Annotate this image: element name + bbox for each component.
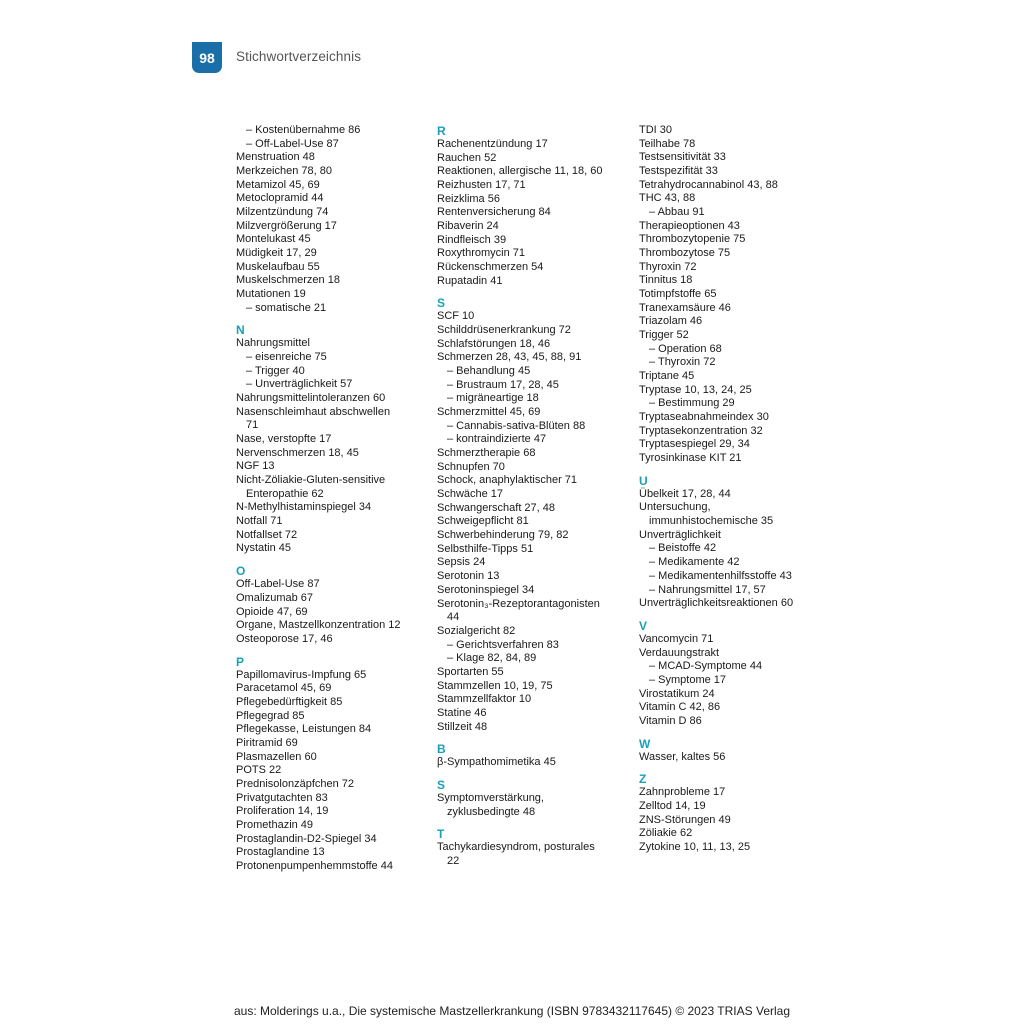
index-entry: Sozialgericht 82 bbox=[437, 624, 516, 637]
index-entry: Tryptasespiegel 29, 34 bbox=[639, 438, 750, 451]
index-entry: Merkzeichen 78, 80 bbox=[236, 165, 332, 178]
index-entry: Serotoninspiegel 34 bbox=[437, 583, 535, 596]
index-entry: Notfall 71 bbox=[236, 515, 283, 528]
index-subentry: – somatische 21 bbox=[246, 301, 327, 314]
index-entry: N-Methylhistaminspiegel 34 bbox=[236, 501, 372, 514]
index-entry: Triazolam 46 bbox=[639, 315, 703, 328]
index-entry: Proliferation 14, 19 bbox=[236, 805, 329, 818]
index-entry: Schlafstörungen 18, 46 bbox=[437, 337, 551, 350]
index-entry: Ribaverin 24 bbox=[437, 220, 499, 233]
index-entry: Stammzellfaktor 10 bbox=[437, 693, 532, 706]
index-entry: Nasenschleimhaut abschwellen bbox=[236, 405, 391, 418]
index-entry: Schnupfen 70 bbox=[437, 460, 505, 473]
index-entry: Thyroxin 72 bbox=[639, 260, 697, 273]
index-subentry: – Cannabis-sativa-Blüten 88 bbox=[447, 419, 586, 432]
index-entry: Omalizumab 67 bbox=[236, 591, 314, 604]
index-subentry: – Bestimmung 29 bbox=[649, 397, 735, 410]
index-entry: Symptomverstärkung, bbox=[437, 791, 544, 804]
index-entry: Nervenschmerzen 18, 45 bbox=[236, 446, 359, 459]
index-entry: Zytokine 10, 11, 13, 25 bbox=[639, 840, 751, 853]
index-letter-heading: W bbox=[639, 736, 651, 751]
index-subentry: – Unverträglichkeit 57 bbox=[246, 378, 353, 391]
index-entry: Serotonin 13 bbox=[437, 570, 500, 583]
index-entry: Selbsthilfe-Tipps 51 bbox=[437, 542, 534, 555]
index-subentry: – kontraindizierte 47 bbox=[447, 433, 547, 446]
index-letter-heading: V bbox=[639, 618, 648, 633]
index-entry: Protonenpumpenhemmstoffe 44 bbox=[236, 859, 393, 872]
index-entry: Unverträglichkeitsreaktionen 60 bbox=[639, 597, 794, 610]
index-entry: ZNS-Störungen 49 bbox=[639, 813, 731, 826]
index-entry: Nase, verstopfte 17 bbox=[236, 433, 332, 446]
index-subentry: – Beistoffe 42 bbox=[649, 542, 717, 555]
index-entry: Thrombozytose 75 bbox=[639, 247, 731, 260]
index-entry: Nahrungsmittel bbox=[236, 337, 310, 350]
index-entry: Nystatin 45 bbox=[236, 542, 292, 555]
index-entry: Prednisolonzäpfchen 72 bbox=[236, 777, 355, 790]
index-entry: Pflegekasse, Leistungen 84 bbox=[236, 723, 372, 736]
index-entry: Nicht-Zöliakie-Gluten-sensitive bbox=[236, 474, 386, 487]
index-entry: Pflegebedürftigkeit 85 bbox=[236, 695, 343, 708]
index-entry: Tyrosinkinase KIT 21 bbox=[639, 452, 742, 465]
index-entry: Montelukast 45 bbox=[236, 233, 311, 246]
index-entry: Paracetamol 45, 69 bbox=[236, 682, 332, 695]
index-entry-continuation: 22 bbox=[447, 854, 460, 867]
index-entry: Notfallset 72 bbox=[236, 528, 298, 541]
index-entry: Verdauungstrakt bbox=[639, 646, 720, 659]
index-entry: Rupatadin 41 bbox=[437, 274, 503, 287]
index-entry: Piritramid 69 bbox=[236, 736, 298, 749]
index-entry: Prostaglandine 13 bbox=[236, 846, 325, 859]
index-entry: Vitamin C 42, 86 bbox=[639, 701, 721, 714]
index-subentry: – Thyroxin 72 bbox=[649, 356, 716, 369]
index-entry: Testspezifität 33 bbox=[639, 165, 718, 178]
index-subentry: – Symptome 17 bbox=[649, 673, 727, 686]
index-entry: Teilhabe 78 bbox=[639, 137, 696, 150]
index-subentry: – Brustraum 17, 28, 45 bbox=[447, 378, 559, 391]
index-entry: Zelltod 14, 19 bbox=[639, 799, 706, 812]
index-entry: Tachykardiesyndrom, posturales bbox=[437, 841, 595, 854]
index-entry: Muskelschmerzen 18 bbox=[236, 274, 340, 287]
index-entry: β-Sympathomimetika 45 bbox=[437, 756, 556, 769]
index-entry: Schwerbehinderung 79, 82 bbox=[437, 529, 569, 542]
index-subentry: – Medikamente 42 bbox=[649, 556, 740, 569]
index-entry-continuation: immunhistochemische 35 bbox=[649, 515, 774, 528]
index-entry: Plasmazellen 60 bbox=[236, 750, 317, 763]
index-entry: Pflegegrad 85 bbox=[236, 709, 305, 722]
index-entry: Rindfleisch 39 bbox=[437, 233, 507, 246]
index-entry: Tinnitus 18 bbox=[639, 274, 693, 287]
index-entry: Tetrahydrocannabinol 43, 88 bbox=[639, 178, 778, 191]
index-subentry: – migräneartige 18 bbox=[447, 392, 539, 405]
index-entry: Schwangerschaft 27, 48 bbox=[437, 501, 556, 514]
index-subentry: – Klage 82, 84, 89 bbox=[447, 652, 537, 665]
index-entry: Triptane 45 bbox=[639, 370, 695, 383]
index-entry: Totimpfstoffe 65 bbox=[639, 288, 717, 301]
index-entry: Roxythromycin 71 bbox=[437, 247, 526, 260]
index-entry: Metoclopramid 44 bbox=[236, 192, 324, 205]
index-entry: Organe, Mastzellkonzentration 12 bbox=[236, 619, 401, 632]
index-subentry: – Behandlung 45 bbox=[447, 365, 531, 378]
index-subentry: – Trigger 40 bbox=[246, 364, 305, 377]
index-letter-heading: B bbox=[437, 742, 446, 757]
index-entry: SCF 10 bbox=[437, 310, 475, 323]
running-header-title: Stichwortverzeichnis bbox=[236, 49, 362, 64]
index-letter-heading: S bbox=[437, 296, 446, 311]
index-entry: Milzentzündung 74 bbox=[236, 206, 329, 219]
index-subentry: – Operation 68 bbox=[649, 342, 722, 355]
index-entry: Unverträglichkeit bbox=[639, 528, 721, 541]
index-entry: Therapieoptionen 43 bbox=[639, 219, 740, 232]
index-entry: TDI 30 bbox=[639, 124, 673, 136]
index-entry: Serotonin₃-Rezeptorantagonisten bbox=[437, 597, 600, 610]
index-entry: NGF 13 bbox=[236, 460, 275, 473]
index-entry-continuation: zyklusbedingte 48 bbox=[447, 805, 536, 818]
index-entry: Untersuchung, bbox=[639, 501, 711, 514]
index-entry: Statine 46 bbox=[437, 706, 487, 719]
index-entry: Osteoporose 17, 46 bbox=[236, 632, 333, 645]
index-subentry: – MCAD-Symptome 44 bbox=[649, 660, 763, 673]
index-entry: Stammzellen 10, 19, 75 bbox=[437, 679, 553, 692]
index-entry: Off-Label-Use 87 bbox=[236, 578, 320, 591]
index-entry: Vitamin D 86 bbox=[639, 714, 702, 727]
index-subentry: – Medikamentenhilfsstoffe 43 bbox=[649, 569, 792, 582]
index-entry: Zahnprobleme 17 bbox=[639, 786, 726, 799]
index-entry-continuation: Enteropathie 62 bbox=[246, 487, 324, 500]
index-entry: Milzvergrößerung 17 bbox=[236, 219, 337, 232]
index-letter-heading: N bbox=[236, 323, 245, 338]
index-entry: Mutationen 19 bbox=[236, 288, 306, 301]
index-entry: Schock, anaphylaktischer 71 bbox=[437, 474, 578, 487]
index-subentry: – Kostenübernahme 86 bbox=[246, 124, 361, 136]
index-subentry: – eisenreiche 75 bbox=[246, 351, 327, 364]
index-entry: Tryptaseabnahmeindex 30 bbox=[639, 411, 769, 424]
index-entry: Prostaglandin-D2-Spiegel 34 bbox=[236, 832, 377, 845]
index-entry: Schilddrüsenerkrankung 72 bbox=[437, 324, 571, 337]
index-entry: Müdigkeit 17, 29 bbox=[236, 247, 317, 260]
index-entry: Menstruation 48 bbox=[236, 151, 315, 164]
page-number-badge: 98 bbox=[192, 42, 222, 73]
index-entry: Schwäche 17 bbox=[437, 488, 504, 501]
index-column-1 bbox=[236, 124, 421, 874]
index-column-2 bbox=[437, 124, 622, 869]
index-letter-heading: U bbox=[639, 473, 648, 488]
index-entry: Rachenentzündung 17 bbox=[437, 138, 548, 150]
index-entry: Rentenversicherung 84 bbox=[437, 206, 551, 219]
index-entry: Wasser, kaltes 56 bbox=[639, 750, 726, 763]
index-entry: Schmerzmittel 45, 69 bbox=[437, 406, 541, 419]
index-entry: Rauchen 52 bbox=[437, 151, 497, 164]
index-entry: Tranexamsäure 46 bbox=[639, 301, 731, 314]
index-entry: Papillomavirus-Impfung 65 bbox=[236, 668, 367, 681]
index-entry: Nahrungsmittelintoleranzen 60 bbox=[236, 392, 386, 405]
index-letter-heading: S bbox=[437, 777, 446, 792]
index-letter-heading: O bbox=[236, 564, 246, 579]
index-entry: Reaktionen, allergische 11, 18, 60 bbox=[437, 165, 603, 178]
index-letter-heading: P bbox=[236, 654, 245, 669]
index-subentry: – Abbau 91 bbox=[649, 206, 705, 219]
index-entry: Schweigepflicht 81 bbox=[437, 515, 529, 528]
index-entry: Reizklima 56 bbox=[437, 192, 500, 205]
index-entry: Muskelaufbau 55 bbox=[236, 260, 320, 273]
index-entry: Zöliakie 62 bbox=[639, 827, 693, 840]
index-entry: Rückenschmerzen 54 bbox=[437, 261, 544, 274]
index-entry: Tryptasekonzentration 32 bbox=[639, 424, 763, 437]
index-entry: Privatgutachten 83 bbox=[236, 791, 328, 804]
index-entry: Reizhusten 17, 71 bbox=[437, 179, 526, 192]
index-entry: Virostatikum 24 bbox=[639, 687, 715, 700]
index-entry: Tryptase 10, 13, 24, 25 bbox=[639, 383, 752, 396]
index-entry-continuation: 71 bbox=[246, 419, 259, 432]
index-entry: THC 43, 88 bbox=[639, 192, 696, 205]
index-entry: Sportarten 55 bbox=[437, 665, 504, 678]
index-subentry: – Gerichtsverfahren 83 bbox=[447, 638, 559, 651]
index-letter-heading: R bbox=[437, 124, 446, 138]
index-entry: Stillzeit 48 bbox=[437, 720, 488, 733]
index-entry: Opioide 47, 69 bbox=[236, 605, 308, 618]
index-entry: Promethazin 49 bbox=[236, 818, 314, 831]
source-footer: aus: Molderings u.a., Die systemische Mastzellerkrankung (ISBN 9783432117645) © 2023 TRIAS Verlag bbox=[233, 1004, 791, 1018]
index-entry: Schmerztherapie 68 bbox=[437, 447, 536, 460]
index-entry: Trigger 52 bbox=[639, 329, 689, 342]
index-subentry: – Off-Label-Use 87 bbox=[246, 137, 339, 150]
index-entry: Vancomycin 71 bbox=[639, 632, 714, 645]
index-entry: Übelkeit 17, 28, 44 bbox=[639, 487, 731, 500]
index-entry: Metamizol 45, 69 bbox=[236, 178, 320, 191]
index-entry: Thrombozytopenie 75 bbox=[639, 233, 746, 246]
index-letter-heading: T bbox=[437, 827, 445, 842]
index-entry: Schmerzen 28, 43, 45, 88, 91 bbox=[437, 351, 582, 364]
index-entry: Sepsis 24 bbox=[437, 556, 486, 569]
index-column-3 bbox=[639, 124, 824, 855]
index-entry-continuation: 44 bbox=[447, 611, 460, 624]
index-subentry: – Nahrungsmittel 17, 57 bbox=[649, 583, 766, 596]
index-entry: Testsensitivität 33 bbox=[639, 151, 726, 164]
index-letter-heading: Z bbox=[639, 772, 647, 787]
index-entry: POTS 22 bbox=[236, 764, 282, 777]
